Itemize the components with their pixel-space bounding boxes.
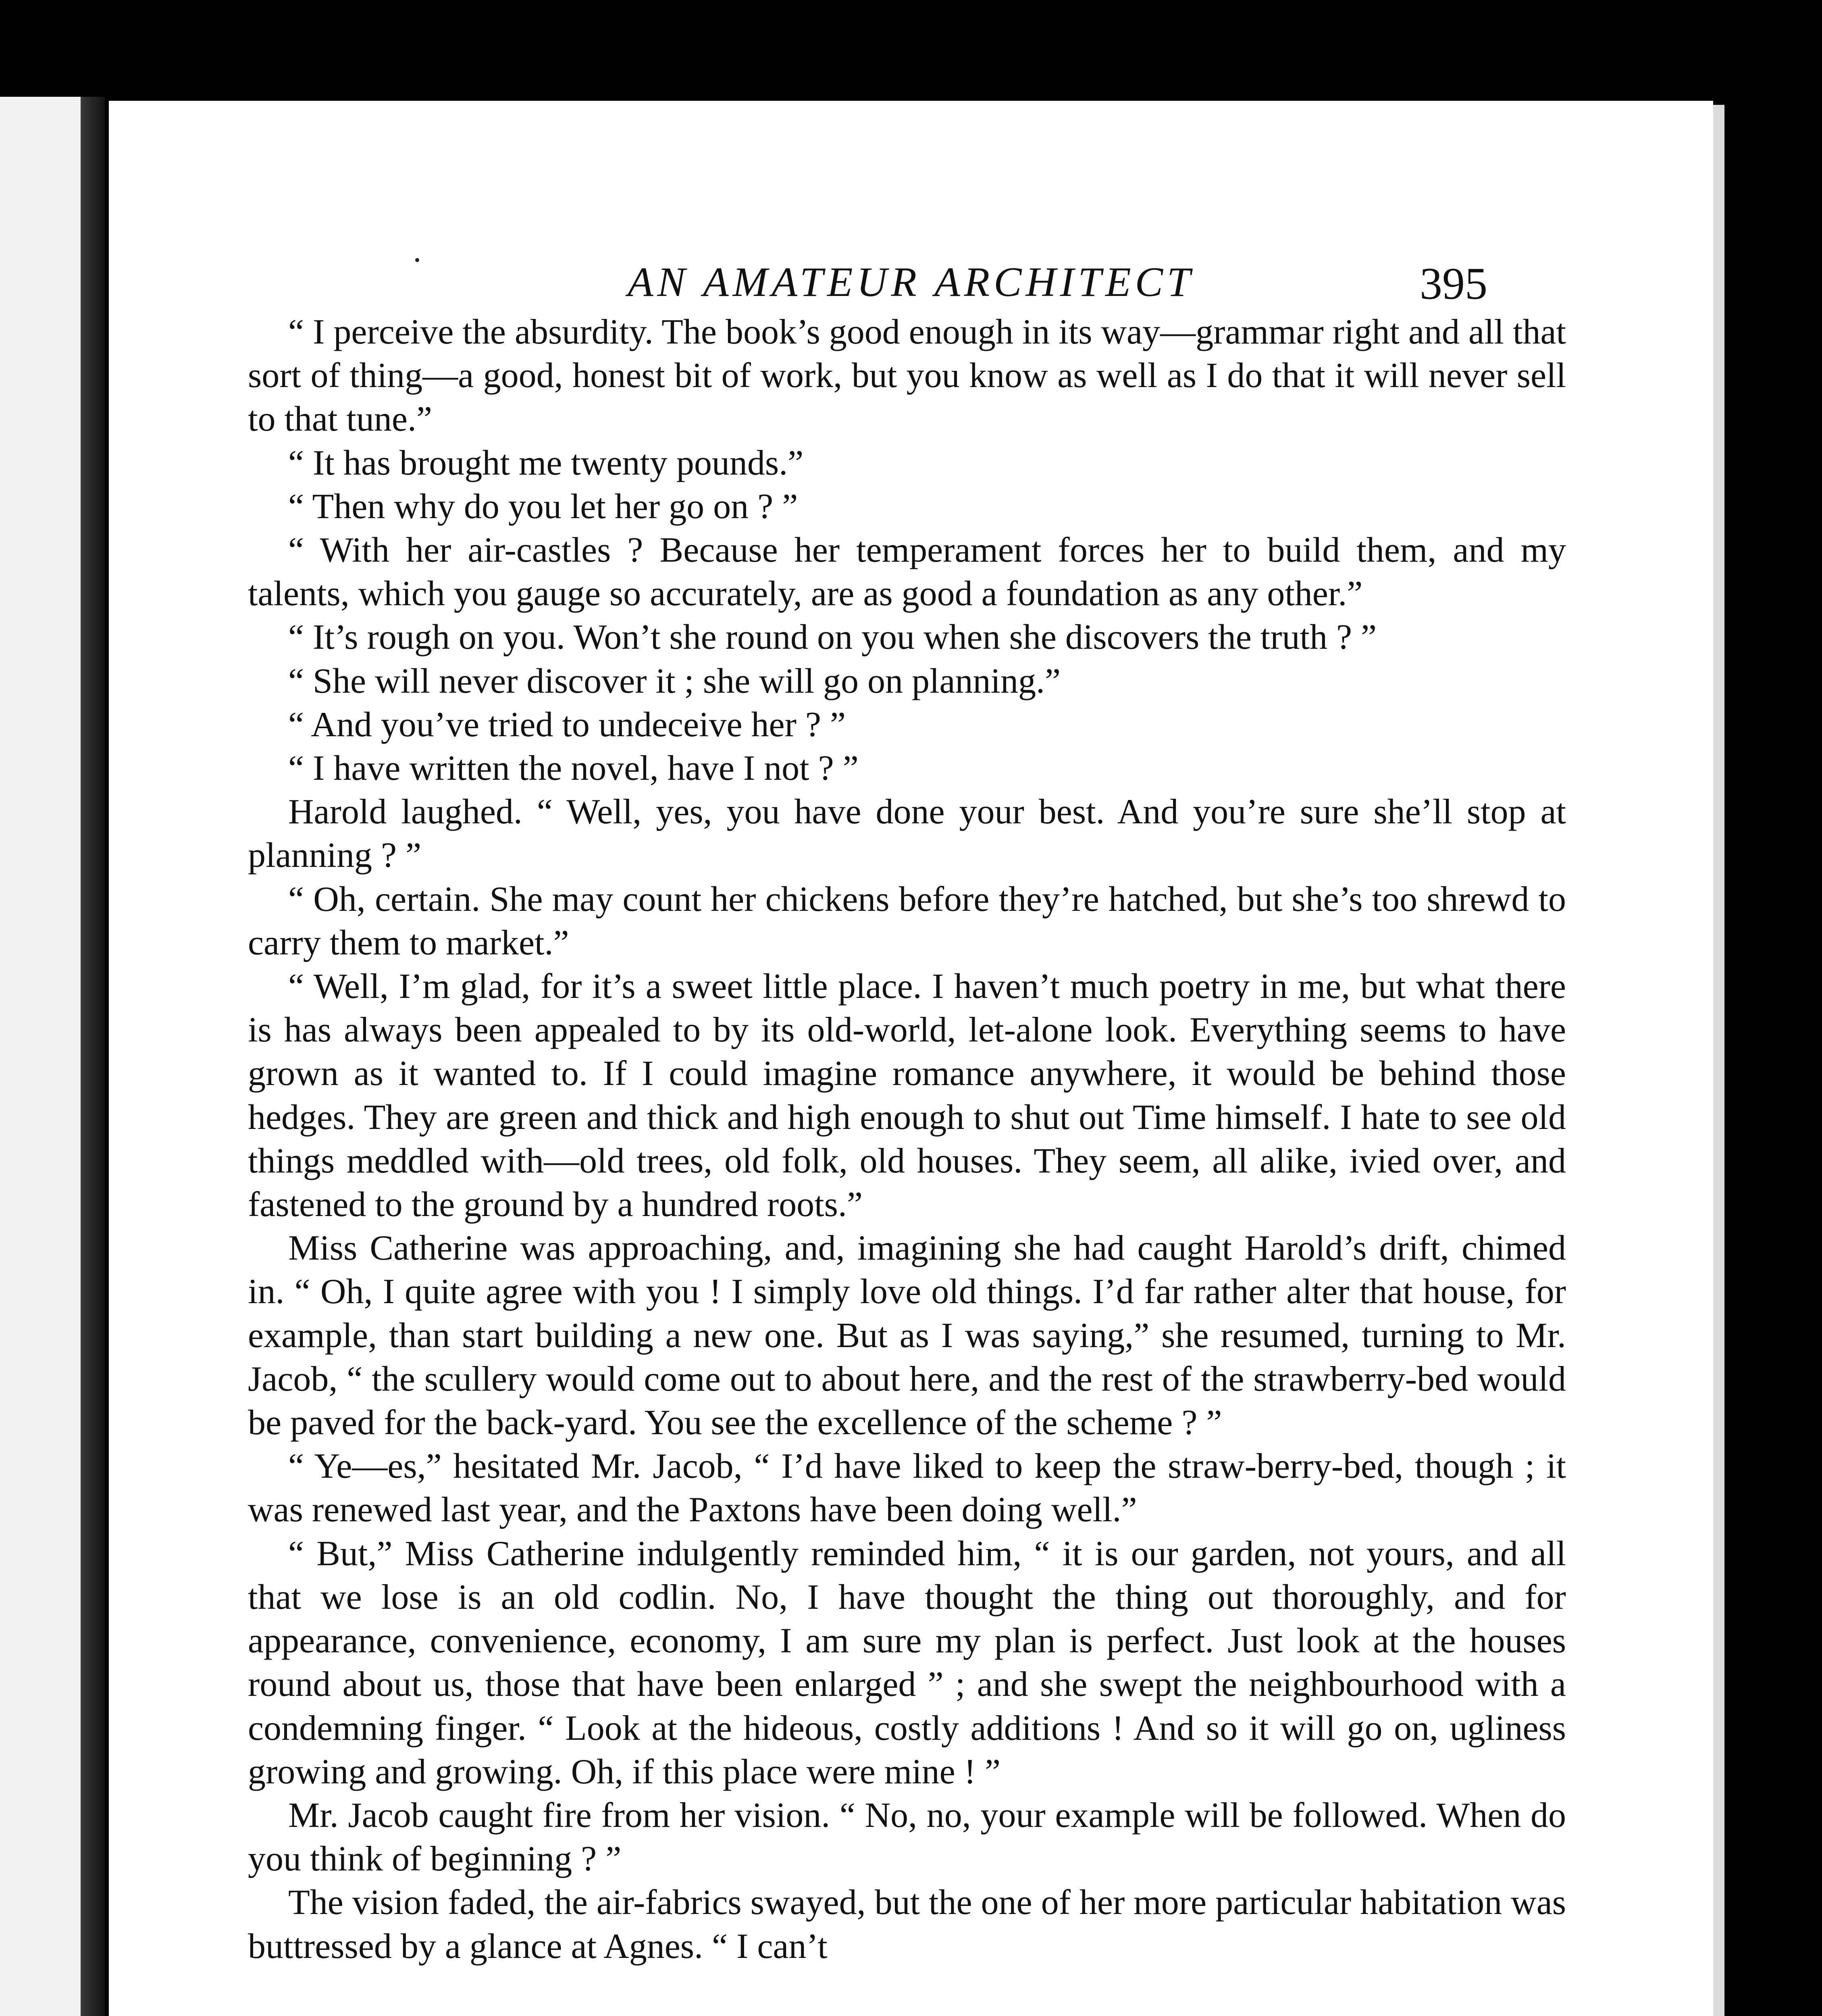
paragraph: “ Ye—es,” hesitated Mr. Jacob, “ I’d have liked to keep the straw-berry-bed, though ; it was renewed last year, and the Paxtons have been doing well.” <box>248 1447 1566 1530</box>
paragraph: Harold laughed. “ Well, yes, you have done your best. And you’re sure she’ll stop at planning ? ” <box>248 792 1566 875</box>
page-edge <box>1713 105 1724 2016</box>
page-number: 395 <box>1420 259 1487 309</box>
facing-page-edge <box>0 97 81 2016</box>
body-text <box>248 310 1566 1968</box>
paragraph: “ She will never discover it ; she will go on planning.” <box>288 661 1061 701</box>
paragraph: “ Oh, certain. She may count her chickens before they’re hatched, but she’s too shrewd to carry them to market.” <box>248 879 1566 962</box>
paragraph: “ It has brought me twenty pounds.” <box>288 443 804 483</box>
paragraph: “ Well, I’m glad, for it’s a sweet little place. I haven’t much poetry in me, but what there is has always been appealed to by its old-world, let-alone look. Everything seems to have grown as it wanted to. If I could imagine romance anywhere, it would be behind those hedges. They are green and thick and high enough to shut out Time himself. I hate to see old things meddled with—old trees, old folk, old houses. They seem, all alike, ivied over, and fastened to the ground by a hundred roots.” <box>248 967 1566 1225</box>
paragraph: “ But,” Miss Catherine indulgently reminded him, “ it is our garden, not yours, and all that we lose is an old codlin. No, I have thought the thing out thoroughly, and for appearance, convenience, economy, I am sure my plan is perfect. Just look at the houses round about us, those that have been enlarged ” ; and she swept the neighbourhood with a condemning finger. “ Look at the hideous, costly additions ! And so it will go on, ugliness growing and growing. Oh, if this place were mine ! ” <box>248 1534 1566 1791</box>
paragraph: “ I perceive the absurdity. The book’s good enough in its way—grammar right and all that sort of thing—a good, honest bit of work, but you know as well as I do that it will never sell to that tune.” <box>248 312 1566 439</box>
paragraph: “ Then why do you let her go on ? ” <box>288 487 798 526</box>
paragraph: Mr. Jacob caught fire from her vision. “ No, no, your example will be followed. When do you think of beginning ? ” <box>248 1795 1566 1879</box>
paragraph: Miss Catherine was approaching, and, imagining she had caught Harold’s drift, chimed in. “ Oh, I quite agree with you ! I simply love old things. I’d far rather alter that house, for example, than start building a new one. But as I was saying,” she resumed, turning to Mr. Jacob, “ the scullery would come out to about here, and the rest of the strawberry-bed would be paved for the back-yard. You see the excellence of the scheme ? ” <box>248 1229 1566 1443</box>
gutter-shadow <box>81 97 105 2016</box>
running-title: AN AMATEUR ARCHITECT <box>628 259 1194 305</box>
paragraph: “ I have written the novel, have I not ? ” <box>288 749 859 788</box>
page-header <box>109 234 1713 314</box>
paragraph: “ With her air-castles ? Because her temperament forces her to build them, and my talents, which you gauge so accurately, are as good a foundation as any other.” <box>248 531 1566 614</box>
paragraph: The vision faded, the air-fabrics swayed, but the one of her more particular habitation was buttressed by a glance at Agnes. “ I can’t <box>248 1883 1566 1966</box>
paragraph: “ It’s rough on you. Won’t she round on you when she discovers the truth ? ” <box>288 618 1377 657</box>
book-page <box>109 101 1713 2016</box>
paragraph: “ And you’ve tried to undeceive her ? ” <box>288 705 846 744</box>
